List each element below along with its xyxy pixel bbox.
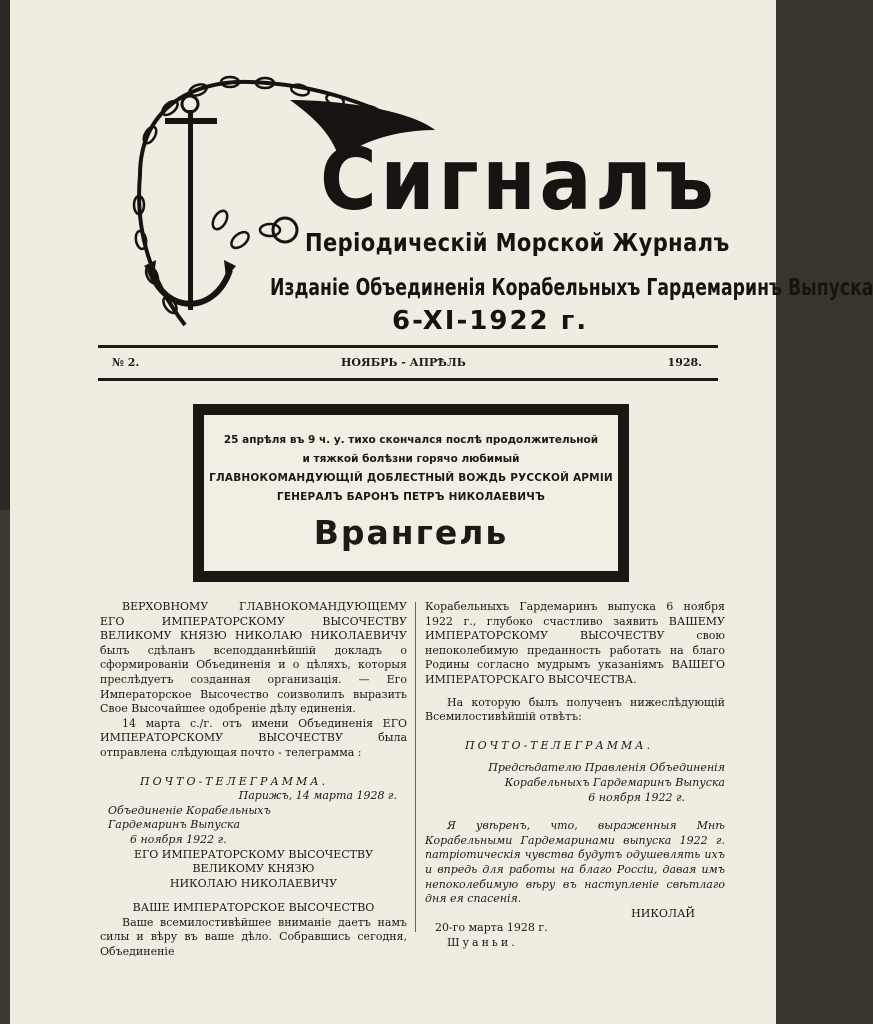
journal-page (10, 0, 873, 1024)
right-reply: Я увѣренъ, что, выраженныя Мнѣ Корабельными Гардемаринами выпуска 1922 г. патріотическія чувства будутъ одушевлять ихъ и впредь для работы на благо Россіи, давая имъ непоколебимую вѣру въ наступленіе свѣтлаго дня ея спасенія. (425, 819, 725, 906)
issue-year: 1928. (667, 356, 702, 369)
obituary-content (204, 415, 618, 571)
top-rule (98, 345, 718, 348)
left-salutation: ВАШЕ ИМПЕРАТОРСКОЕ ВЫСОЧЕСТВО (132, 901, 375, 915)
left-sender-line-1: Объединеніе Корабельныхъ (108, 803, 271, 817)
obituary-name: Врангель (313, 513, 509, 552)
left-paragraph-1: ВЕРХОВНОМУ ГЛАВНОКОМАНДУЮЩЕМУ ЕГО ИМПЕРАТОРСКОМУ ВЫСОЧЕСТВУ ВЕЛИКОМУ КНЯЗЮ НИКОЛАЮ НИКОЛАЕВИЧУ былъ сдѣланъ всеподданнѣйшій докладъ о сформированіи Объединенія и о цѣляхъ, которыя преслѣдуетъ созданная организація. — Его Императорское Высочество соизволилъ выразить Свое Высочайшее одобреніе дѣлу единенія. (100, 600, 407, 716)
left-column (100, 600, 407, 960)
obituary-line-4: ГЕНЕРАЛЪ БАРОНЪ ПЕТРЪ НИКОЛАЕВИЧЪ (276, 491, 546, 503)
issue-number: № 2. (112, 356, 140, 369)
right-column (425, 600, 725, 950)
left-paragraph-3: Ваше всемилостивѣйшее вниманіе даетъ намъ силы и вѣру въ ваше дѣло. Собравшись сегодня, Объединеніе (100, 915, 407, 959)
obituary-line-3: ГЛАВНОКОМАНДУЮЩІЙ ДОБЛЕСТНЫЙ ВОЖДЬ РУССКОЙ АРМІИ (209, 472, 613, 484)
left-sender-line-3: 6 ноября 1922 г. (130, 832, 227, 846)
left-sender-line-2: Гардемаринъ Выпуска (108, 818, 241, 832)
right-paragraph-2: На которую былъ полученъ нижеслѣдующій Всемилостивѣйшій отвѣтъ: (425, 695, 725, 724)
left-addressee-line-2: ВЕЛИКОМУ КНЯЗЮ (192, 862, 315, 876)
masthead (110, 70, 873, 340)
masthead-founding-date: 6-XI-1922 г. (392, 306, 589, 336)
left-telegram-heading: ПОЧТО-ТЕЛЕГРАММА. (140, 774, 329, 788)
right-date: 20-го марта 1928 г. (435, 921, 548, 935)
right-addressee-line-2: Корабельныхъ Гардемаринъ Выпуска (504, 775, 725, 789)
obituary-line-2: и тяжкой болѣзни горячо любимый (302, 453, 520, 465)
issue-months: НОЯБРЬ - АПРѢЛЬ (341, 356, 466, 369)
bottom-rule (98, 378, 718, 381)
left-addressee-line-1: ЕГО ИМПЕРАТОРСКОМУ ВЫСОЧЕСТВУ (133, 847, 374, 861)
left-telegram-place-date: Парижъ, 14 марта 1928 г. (238, 789, 397, 803)
left-paragraph-2: 14 марта с./г. отъ имени Объединенія ЕГО ИМПЕРАТОРСКОМУ ВЫСОЧЕСТВУ была отправлена слѣдующая почто - телеграмма : (100, 716, 407, 759)
right-signature: НИКОЛАЙ (631, 906, 695, 920)
left-addressee-line-3: НИКОЛАЮ НИКОЛАЕВИЧУ (169, 876, 338, 890)
right-telegram-heading: ПОЧТО-ТЕЛЕГРАММА. (465, 738, 654, 752)
masthead-subtitle: Періодическій Морской Журналъ (305, 228, 730, 257)
right-addressee-line-1: Предсѣдателю Правленія Объединенія (488, 761, 725, 775)
right-addressee-line-3: 6 ноября 1922 г. (588, 790, 685, 804)
masthead-publisher: Изданіе Объединенія Корабельныхъ Гардемаринъ Выпуска (270, 275, 873, 301)
obituary-box (193, 404, 629, 582)
issue-info-row (112, 356, 702, 374)
obituary-line-1: 25 апрѣля въ 9 ч. у. тихо скончался послѣ продолжительной (223, 434, 599, 446)
right-place: Шуаньи. (447, 935, 518, 949)
column-divider (415, 602, 416, 932)
masthead-title: Сигналъ (320, 130, 718, 230)
right-paragraph-1: Корабельныхъ Гардемаринъ выпуска 6 ноября 1922 г., глубоко счастливо заявить ВАШЕМУ ИМПЕРАТОРСКОМУ ВЫСОЧЕСТВУ свою непоколебимую преданность работать на благо Родины согласно мудрымъ указаніямъ ВАШЕГО ИМПЕРАТОРСКАГО ВЫСОЧЕСТВА. (425, 600, 725, 686)
